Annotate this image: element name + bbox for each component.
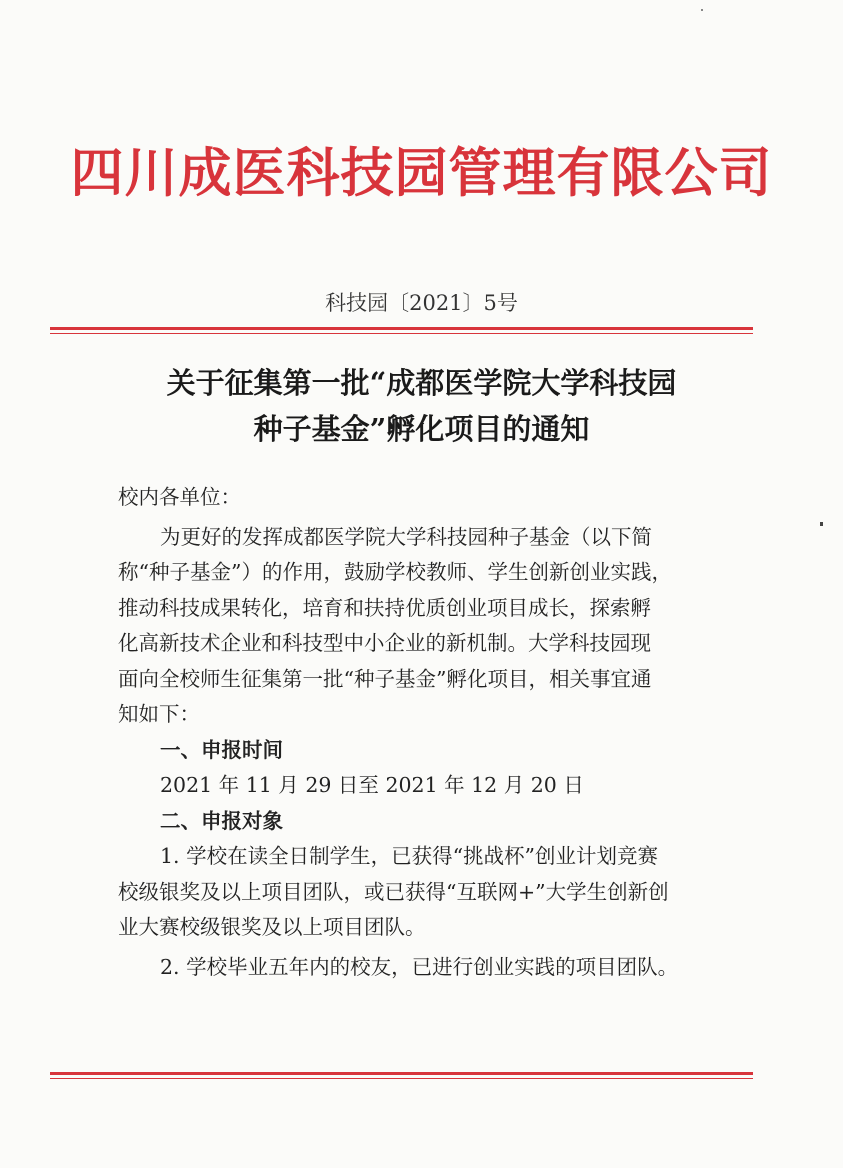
eligibility-line: 1. 学校在读全日制学生，已获得“挑战杯”创业计划竞赛 [160, 844, 659, 868]
section-heading-application-time: 一、申报时间 [160, 737, 283, 762]
organization-letterhead: 四川成医科技园管理有限公司 [70, 142, 773, 204]
eligibility-item-2: 2. 学校毕业五年内的校友，已进行创业实践的项目团队。 [160, 954, 679, 979]
eligibility-line: 业大赛校级银奖及以上项目团队。 [118, 915, 426, 939]
salutation: 校内各单位： [118, 485, 241, 509]
intro-line: 知如下： [118, 702, 200, 726]
eligibility-line: 校级银奖及以上项目团队，或已获得“互联网+”大学生创新创 [118, 879, 669, 904]
section-heading-eligible-applicants: 二、申报对象 [160, 808, 283, 833]
scan-artifact [820, 522, 823, 526]
intro-line: 推动科技成果转化，培育和扶持优质创业项目成长，探索孵 [118, 595, 651, 620]
intro-line: 面向全校师生征集第一批“种子基金”孵化项目，相关事宜通 [118, 666, 652, 691]
notice-title [0, 360, 843, 452]
document-number: 科技园〔2021〕5号 [325, 291, 518, 315]
scan-artifact [701, 9, 703, 11]
header-divider [50, 327, 753, 334]
intro-line: 为更好的发挥成都医学院大学科技园种子基金（以下简 [160, 524, 652, 549]
intro-line: 称“种子基金”）的作用，鼓励学校教师、学生创新创业实践， [118, 560, 672, 584]
eligibility-item-1 [118, 839, 718, 946]
intro-paragraph [118, 520, 718, 733]
title-line-2: 种子基金”孵化项目的通知 [253, 412, 590, 446]
title-line-1: 关于征集第一批“成都医学院大学科技园 [166, 366, 677, 400]
notice-body [118, 480, 718, 985]
application-time-range: 2021 年 11 月 29 日至 2021 年 12 月 20 日 [160, 773, 584, 797]
footer-divider [50, 1072, 753, 1079]
intro-line: 化高新技术企业和科技型中小企业的新机制。大学科技园现 [118, 631, 651, 655]
